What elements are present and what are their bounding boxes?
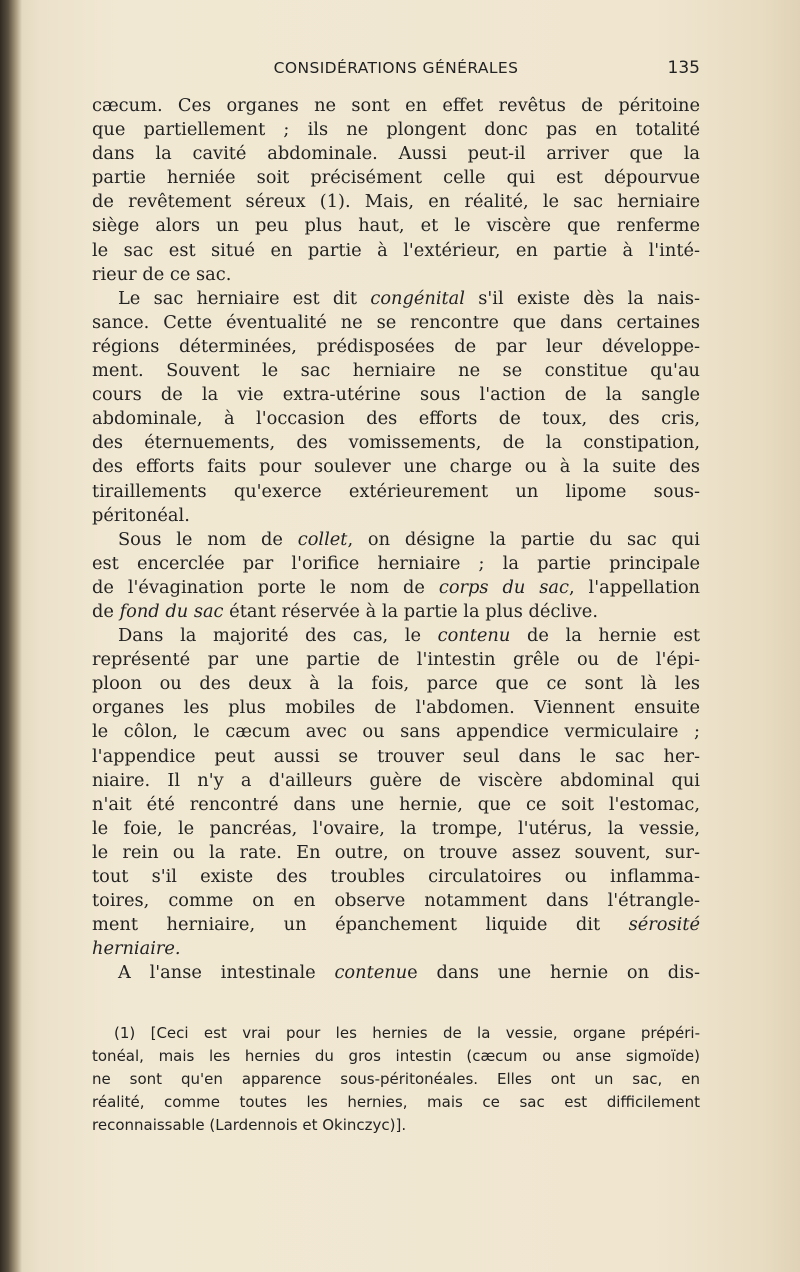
body-line: tout s'il existe des troubles circulatoires ou inflamma- (92, 866, 700, 887)
body-line: sance. Cette éventualité ne se rencontre que dans certaines (92, 311, 700, 333)
body-line (92, 937, 700, 961)
footnote-line: ne sont qu'en apparence sous-péritonéales. Elles ont un sac, en (92, 1070, 700, 1088)
body-line: le côlon, le cæcum avec ou sans appendice vermiculaire ; (92, 721, 700, 743)
footnote-line: tonéal, mais les hernies du gros intestin (cæcum ou anse sigmoïde) (92, 1047, 700, 1065)
body-line: péritonéal. (92, 504, 190, 526)
body-line: organes les plus mobiles de l'abdomen. Viennent ensuite (92, 697, 700, 719)
body-line: Le sac herniaire est dit congénital s'il existe dès la nais- (118, 287, 700, 309)
body-line: rieur de ce sac. (92, 263, 232, 285)
body-line: tiraillements qu'exerce extérieurement un lipome sous- (92, 480, 700, 502)
body-line: A l'anse intestinale contenue dans une hernie on dis- (118, 962, 700, 984)
body-line: ploon ou des deux à la fois, parce que ce sont là les (92, 673, 700, 695)
body-line: le rein ou la rate. En outre, on trouve assez souvent, sur- (92, 841, 700, 863)
body-line: est encerclée par l'orifice herniaire ; la partie principale (92, 552, 700, 574)
body-line: Dans la majorité des cas, le contenu de la hernie est (118, 625, 701, 647)
body-line: de fond du sac étant réservée à la partie la plus déclive. (92, 600, 598, 622)
italic-term: contenu (334, 962, 408, 984)
body-line: que partiellement ; ils ne plongent donc pas en totalité (92, 119, 700, 141)
body-line: représenté par une partie de l'intestin grêle ou de l'épi- (92, 649, 700, 671)
body-line: le foie, le pancréas, l'ovaire, la trompe, l'utérus, la vessie, (92, 817, 700, 839)
italic-term: contenu (437, 625, 511, 647)
running-title: CONSIDÉRATIONS GÉNÉRALES (273, 59, 519, 77)
page-number: 135 (667, 58, 700, 78)
body-line: ment. Souvent le sac herniaire ne se constitue qu'au (92, 360, 700, 382)
italic-term: corps du sac (438, 576, 569, 598)
footnote-line: (1) [Ceci est vrai pour les hernies de la vessie, organe prépéri- (114, 1024, 700, 1042)
italic-term: sérosité (628, 914, 700, 936)
body-line: niaire. Il n'y a d'ailleurs guère de viscère abdominal qui (92, 769, 700, 791)
body-line: abdominale, à l'occasion des efforts de toux, des cris, (92, 408, 700, 430)
body-line: des efforts faits pour soulever une charge ou à la suite des (92, 456, 700, 478)
body-line: partie herniée soit précisément celle qui est dépourvue (92, 167, 700, 189)
italic-term: congénital (370, 287, 465, 309)
page-header (92, 58, 700, 84)
body-line: ment herniaire, un épanchement liquide dit sérosité (92, 914, 700, 936)
body-line: siège alors un peu plus haut, et le viscère que renferme (92, 215, 700, 237)
body-line: n'ait été rencontré dans une hernie, que ce soit l'estomac, (92, 793, 700, 815)
body-line: des éternuements, des vomissements, de la constipation, (92, 432, 700, 454)
footnote-line: reconnaissable (Lardennois et Okinczyc)]. (92, 1116, 407, 1134)
body-line: de l'évagination porte le nom de corps du sac, l'appellation (92, 576, 700, 598)
footnote-line: réalité, comme toutes les hernies, mais ce sac est difficilement (92, 1093, 700, 1111)
main-text (92, 94, 700, 985)
footnote (92, 1022, 700, 1137)
body-line: Sous le nom de collet, on désigne la partie du sac qui (118, 528, 700, 550)
body-line: cours de la vie extra-utérine sous l'action de la sangle (92, 384, 700, 406)
body-line: régions déterminées, prédisposées de par leur développe- (92, 335, 700, 357)
body-line: de revêtement séreux (1). Mais, en réalité, le sac herniaire (92, 191, 700, 213)
italic-term: fond du sac (119, 600, 224, 622)
body-line: l'appendice peut aussi se trouver seul dans le sac her- (92, 745, 700, 767)
body-line: cæcum. Ces organes ne sont en effet revêtus de péritoine (92, 95, 700, 116)
book-binding-shadow (0, 0, 22, 1272)
body-line: toires, comme on en observe notamment dans l'étrangle- (92, 890, 700, 912)
italic-term: collet (297, 528, 348, 550)
italic-term: herniaire. (92, 938, 181, 960)
body-line: dans la cavité abdominale. Aussi peut-il arriver que la (92, 143, 700, 165)
body-line: le sac est situé en partie à l'extérieur, en partie à l'inté- (92, 239, 700, 261)
